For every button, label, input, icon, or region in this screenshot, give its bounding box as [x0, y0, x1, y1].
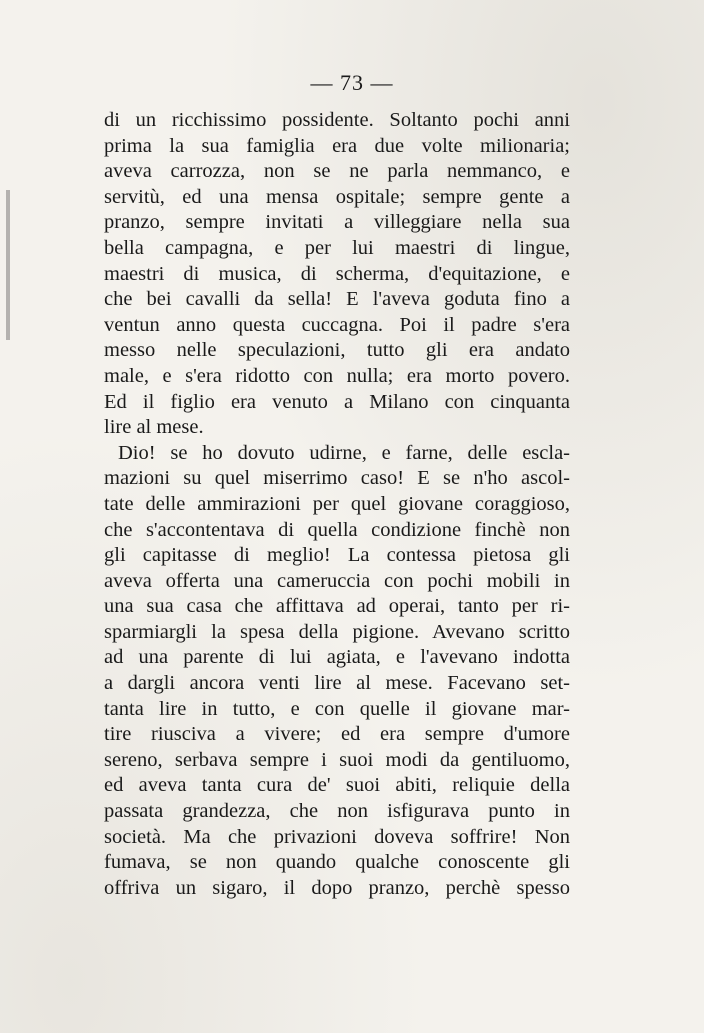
- text-line: prima la sua famiglia era due volte milionaria;: [104, 134, 570, 157]
- text-line: maestri di musica, di scherma, d'equitazione, e: [104, 262, 570, 285]
- text-line: tate delle ammirazioni per quel giovane coraggioso,: [104, 492, 570, 515]
- text-line: bella campagna, e per lui maestri di lingue,: [104, 236, 570, 259]
- text-line: messo nelle speculazioni, tutto gli era andato: [104, 339, 570, 362]
- text-line: una sua casa che affittava ad operai, tanto per ri-: [104, 595, 570, 618]
- text-line: Ed il figlio era venuto a Milano con cinquanta: [104, 390, 570, 413]
- text-line: male, e s'era ridotto con nulla; era morto povero.: [104, 364, 570, 387]
- text-line: sparmiargli la spesa della pigione. Avevano scritto: [104, 620, 570, 643]
- text-line: che bei cavalli da sella! E l'aveva goduta fino a: [104, 288, 570, 311]
- margin-scan-mark: [6, 190, 10, 340]
- text-line: tanta lire in tutto, e con quelle il giovane mar-: [104, 697, 570, 720]
- text-line: che s'accontentava di quella condizione finchè non: [104, 518, 570, 541]
- text-line: Dio! se ho dovuto udirne, e farne, delle escla-: [118, 441, 570, 464]
- text-line: pranzo, sempre invitati a villeggiare nella sua: [104, 211, 570, 234]
- text-line: offriva un sigaro, il dopo pranzo, perchè spesso: [104, 876, 570, 899]
- text-line: aveva carrozza, non se ne parla nemmanco, e: [104, 160, 570, 183]
- text-line: di un ricchissimo possidente. Soltanto pochi anni: [104, 109, 570, 131]
- text-line: società. Ma che privazioni doveva soffrire! Non: [104, 825, 570, 848]
- text-line: fumava, se non quando qualche conoscente gli: [104, 851, 570, 874]
- text-line: ventun anno questa cuccagna. Poi il padre s'era: [104, 313, 570, 336]
- text-line: tire riusciva a vivere; ed era sempre d'umore: [104, 723, 570, 746]
- text-line: passata grandezza, che non isfigurava punto in: [104, 800, 570, 823]
- text-line: mazioni su quel miserrimo caso! E se n'ho ascol-: [104, 467, 570, 490]
- text-line: aveva offerta una cameruccia con pochi mobili in: [104, 569, 570, 592]
- text-line: gli capitasse di meglio! La contessa pietosa gli: [104, 544, 570, 567]
- page-number: — 73 —: [310, 70, 394, 95]
- text-line: sereno, serbava sempre i suoi modi da gentiluomo,: [104, 748, 570, 771]
- text-line: ed aveva tanta cura de' suoi abiti, reliquie della: [104, 774, 570, 797]
- text-line: servitù, ed una mensa ospitale; sempre gente a: [104, 185, 570, 208]
- text-line: ad una parente di lui agiata, e l'avevano indotta: [104, 646, 570, 669]
- body-text: [104, 108, 570, 901]
- text-line: a dargli ancora venti lire al mese. Facevano set-: [104, 672, 570, 695]
- text-line: lire al mese.: [104, 416, 204, 439]
